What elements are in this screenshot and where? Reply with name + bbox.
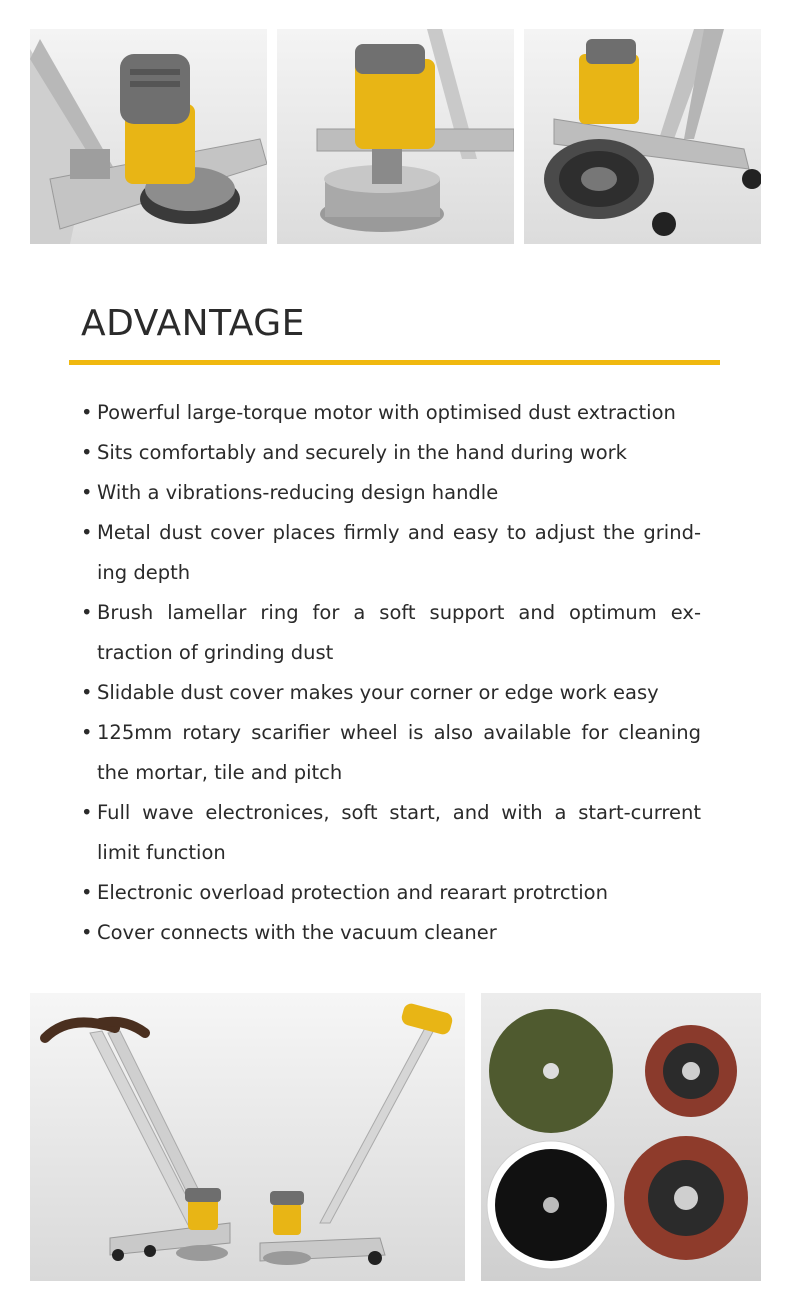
floor-grinders-illustration (30, 993, 465, 1281)
list-item: • Electronic overload protection and rearart protrction (81, 873, 701, 913)
product-photo-3 (524, 29, 761, 244)
advantage-list (81, 393, 701, 953)
grinding-discs-illustration (481, 993, 761, 1281)
list-item: • Full wave electronices, soft start, and with a start-current limit function (81, 793, 701, 873)
bullet-icon: • (81, 721, 93, 744)
bullet-icon: • (81, 601, 93, 624)
product-photo-2 (277, 29, 514, 244)
list-item: • Metal dust cover places firmly and easy to adjust the grind-ing depth (81, 513, 701, 593)
bullet-icon: • (81, 681, 93, 704)
grinder-illustration-side (277, 29, 514, 244)
list-item: • 125mm rotary scarifier wheel is also available for cleaning the mortar, tile and pitch (81, 713, 701, 793)
section-heading: ADVANTAGE (81, 303, 305, 344)
heading-accent-rule (69, 360, 720, 365)
list-item: • With a vibrations-reducing design handle (81, 473, 701, 513)
list-item: • Powerful large-torque motor with optimised dust extraction (81, 393, 701, 433)
bullet-icon: • (81, 921, 93, 944)
product-photo-1 (30, 29, 267, 244)
product-photo-4 (30, 993, 465, 1281)
bullet-icon: • (81, 401, 93, 424)
product-photo-5 (481, 993, 761, 1281)
bullet-icon: • (81, 881, 93, 904)
grinder-illustration-front (524, 29, 761, 244)
list-item: • Sits comfortably and securely in the hand during work (81, 433, 701, 473)
list-item: • Slidable dust cover makes your corner or edge work easy (81, 673, 701, 713)
bullet-icon: • (81, 441, 93, 464)
list-item: • Cover connects with the vacuum cleaner (81, 913, 701, 953)
grinder-illustration-angled (30, 29, 267, 244)
list-item: • Brush lamellar ring for a soft support and optimum ex-traction of grinding dust (81, 593, 701, 673)
bullet-icon: • (81, 801, 93, 824)
bullet-icon: • (81, 481, 93, 504)
bullet-icon: • (81, 521, 93, 544)
